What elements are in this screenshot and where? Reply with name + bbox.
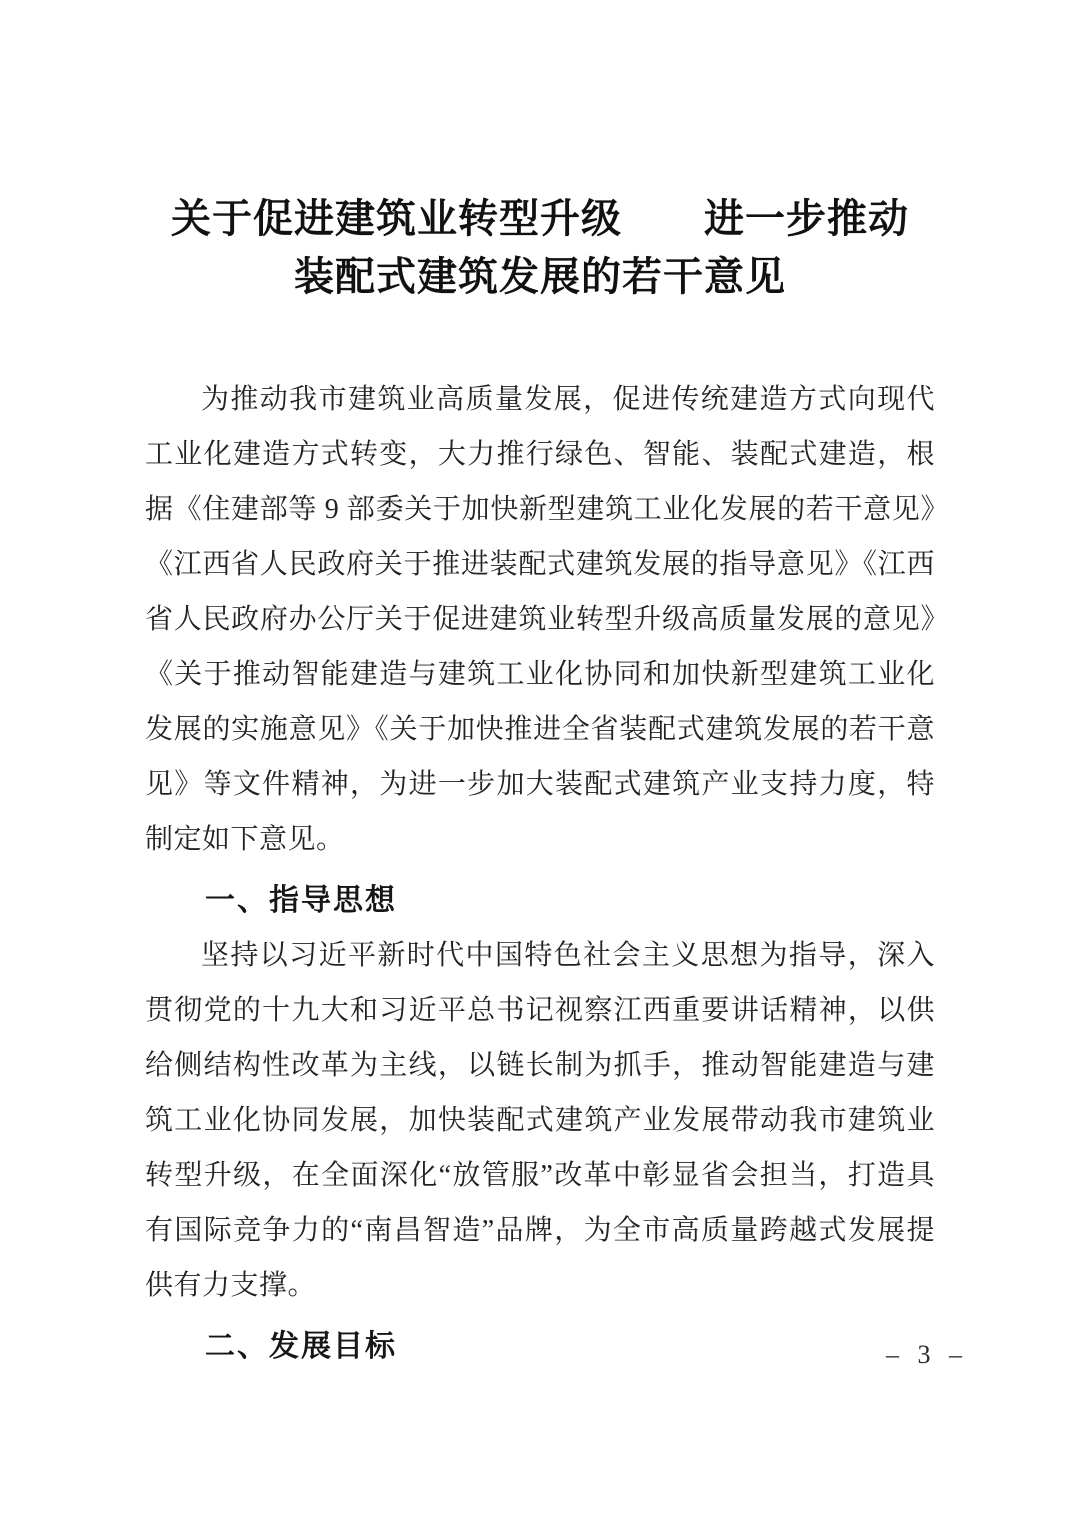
document-title — [0, 0, 1080, 306]
document-title-line-2: 装配式建筑发展的若干意见 — [294, 254, 786, 299]
document-body — [145, 306, 935, 1374]
paragraph-preamble: 为推动我市建筑业高质量发展，促进传统建造方式向现代工业化建造方式转变，大力推行绿色、智能、装配式建造，根据《住建部等 9 部委关于加快新型建筑工业化发展的若干意见》《江西省人民政府关于推进装配式建筑发展的指导意见》《江西省人民政府办公厅关于促进建筑业转型升级高质量发展的意见》《关于推动智能建造与建筑工业化协同和加快新型建筑工业化发展的实施意见》《关于加快推进全省装配式建筑发展的若干意见》等文件精神，为进一步加大装配式建筑产业支持力度，特制定如下意见。 — [145, 384, 935, 855]
section-heading-guiding-ideology: 一、指导思想 — [205, 884, 397, 917]
section-heading-development-goals: 二、发展目标 — [205, 1330, 397, 1363]
page-number: – 3 – — [886, 1340, 968, 1369]
document-title-line-1: 关于促进建筑业转型升级 进一步推动 — [171, 196, 909, 241]
paragraph-guiding-ideology: 坚持以习近平新时代中国特色社会主义思想为指导，深入贯彻党的十九大和习近平总书记视察江西重要讲话精神，以供给侧结构性改革为主线，以链长制为抓手，推动智能建造与建筑工业化协同发展，加快装配式建筑产业发展带动我市建筑业转型升级，在全面深化“放管服”改革中彰显省会担当，打造具有国际竞争力的“南昌智造”品牌，为全市高质量跨越式发展提供有力支撑。 — [145, 940, 935, 1301]
